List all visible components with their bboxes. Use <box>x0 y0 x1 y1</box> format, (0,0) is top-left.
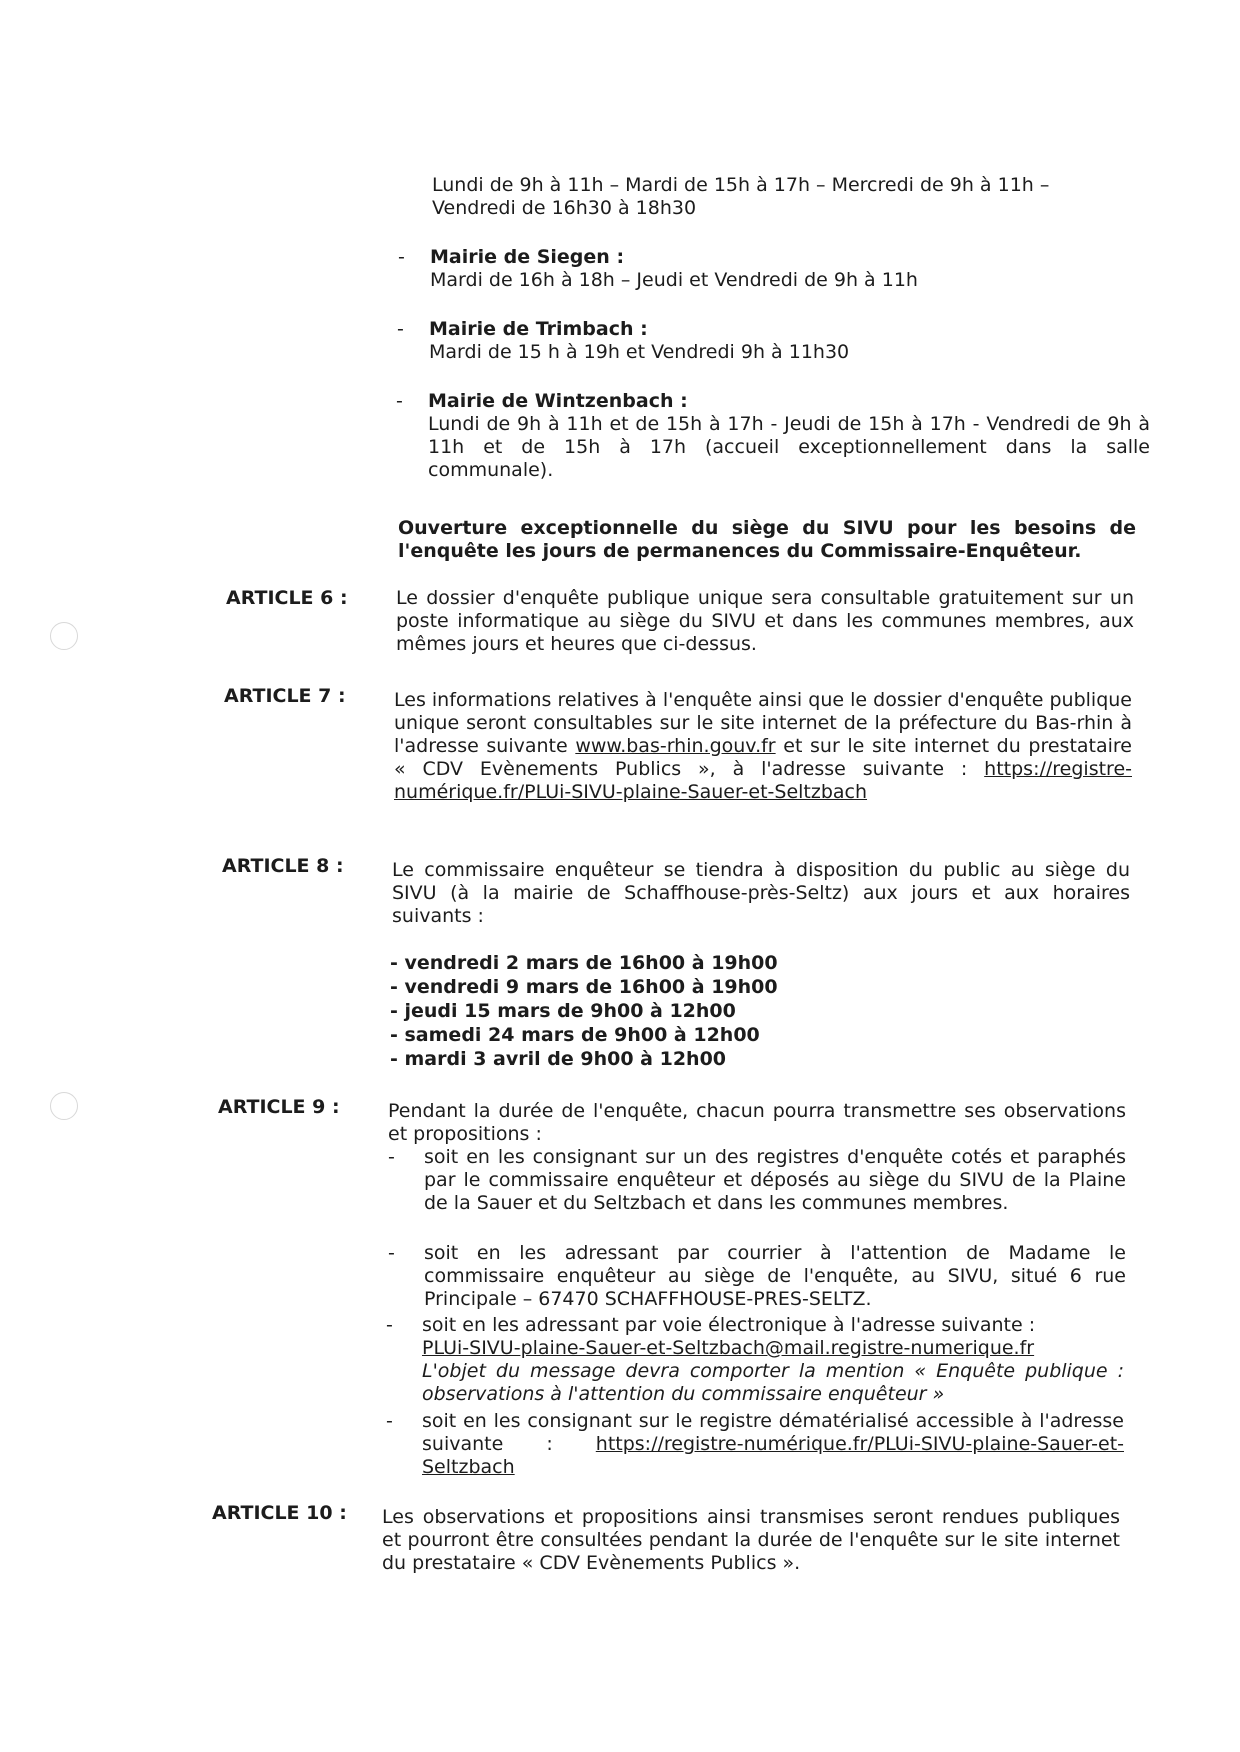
registre-link[interactable]: https://registre-numérique.fr/PLUi-SIVU-plaine-Sauer-et-Seltzbach <box>394 758 1132 803</box>
bullet-text: soit en les adressant par voie électronique à l'adresse suivante : <box>422 1314 1036 1336</box>
article-9-intro: Pendant la durée de l'enquête, chacun pourra transmettre ses observations et propositions : <box>388 1100 1126 1145</box>
article-10-text: Les observations et propositions ainsi transmises seront rendues publiques et pourront être consultées pendant la durée de l'enquête sur le site internet du prestataire « CDV Evènements Publics ». <box>382 1506 1120 1574</box>
mairie-hours: Mardi de 15 h à 19h et Vendredi 9h à 11h30 <box>429 341 850 363</box>
mairie-wintzenbach <box>396 390 1150 486</box>
bullet-dash: - <box>386 1314 393 1336</box>
article-6-text: Le dossier d'enquête publique unique sera consultable gratuitement sur un poste informatique au siège du SIVU et dans les communes membres, aux mêmes jours et heures que ci-dessus. <box>396 587 1134 655</box>
permanence-dates <box>390 951 1090 1071</box>
prefecture-link[interactable]: www.bas-rhin.gouv.fr <box>575 735 776 757</box>
hours-intro-line2: Vendredi de 16h30 à 18h30 <box>432 197 697 219</box>
exceptional-opening: Ouverture exceptionnelle du siège du SIVU pour les besoins de l'enquête les jours de permanences du Commissaire-Enquêteur. <box>398 517 1136 562</box>
article-8-text: Le commissaire enquêteur se tiendra à disposition du public au siège du SIVU (à la mairie de Schaffhouse-près-Seltz) aux jours et aux horaires suivants : <box>392 859 1130 927</box>
permanence-date: - vendredi 9 mars de 16h00 à 19h00 <box>390 976 778 998</box>
bullet-dash: - <box>398 246 405 268</box>
bullet-dash: - <box>397 318 404 340</box>
mairie-name: Mairie de Siegen : <box>430 246 625 268</box>
mairie-name: Mairie de Wintzenbach : <box>428 390 688 412</box>
scan-mark-upper <box>50 622 78 650</box>
article-10-label: ARTICLE 10 : <box>212 1502 347 1524</box>
permanence-date: - jeudi 15 mars de 9h00 à 12h00 <box>390 1000 736 1022</box>
article-9-bullet-4 <box>386 1410 1124 1480</box>
permanence-date: - vendredi 2 mars de 16h00 à 19h00 <box>390 952 778 974</box>
registre-email-link[interactable]: PLUi-SIVU-plaine-Sauer-et-Seltzbach@mail.registre-numerique.fr <box>422 1337 1035 1359</box>
mairie-siegen <box>398 246 1152 296</box>
article-7-label: ARTICLE 7 : <box>224 685 346 707</box>
permanence-date: - samedi 24 mars de 9h00 à 12h00 <box>390 1024 760 1046</box>
article-9-label: ARTICLE 9 : <box>218 1096 340 1118</box>
article-8-label: ARTICLE 8 : <box>222 855 344 877</box>
scan-mark-lower <box>50 1092 78 1120</box>
bullet-text <box>422 1410 1124 1479</box>
bullet-dash: - <box>388 1242 395 1264</box>
bullet-4-text: soit en les consignant sur le registre dématérialisé accessible à l'adresse suivante : <box>422 1410 1124 1455</box>
mairie-hours: Lundi de 9h à 11h et de 15h à 17h - Jeudi de 15h à 17h - Vendredi de 9h à 11h et de 15h à 17h (accueil exceptionnellement dans la salle communale). <box>428 413 1150 481</box>
bullet-text: soit en les adressant par courrier à l'attention de Madame le commissaire enquêteur au siège de l'enquête, au SIVU, situé 6 rue Principale – 67470 SCHAFFHOUSE-PRES-SELTZ. <box>424 1242 1126 1310</box>
hours-intro <box>432 174 1152 220</box>
article-7-text-b: et sur le site internet du prestataire « CDV Evènements Publics », à l'adresse suivante : <box>394 735 1132 780</box>
mairie-hours: Mardi de 16h à 18h – Jeudi et Vendredi de 9h à 11h <box>430 269 918 291</box>
article-9-bullet-3 <box>386 1314 1124 1408</box>
article-6-label: ARTICLE 6 : <box>226 587 348 609</box>
bullet-dash: - <box>386 1410 393 1432</box>
permanence-date: - mardi 3 avril de 9h00 à 12h00 <box>390 1048 727 1070</box>
article-7-text-a: Les informations relatives à l'enquête ainsi que le dossier d'enquête publique unique seront consultables sur le site internet de la préfecture du Bas-rhin à l'adresse suivante <box>394 689 1132 757</box>
mairie-trimbach <box>397 318 1151 368</box>
article-9-bullet-2 <box>388 1242 1126 1312</box>
bullet-text: soit en les consignant sur un des registres d'enquête cotés et paraphés par le commissaire enquêteur et déposés au siège du SIVU de la Plaine de la Sauer et du Seltzbach et dans les communes membres. <box>424 1146 1126 1214</box>
bullet-dash: - <box>396 390 403 412</box>
bullet-dash: - <box>388 1146 395 1168</box>
article-9-bullet-1 <box>388 1146 1126 1240</box>
article-7-text <box>394 689 1132 804</box>
registre-dematerialise-link[interactable]: https://registre-numérique.fr/PLUi-SIVU-plaine-Sauer-et-Seltzbach <box>422 1433 1124 1478</box>
mairie-name: Mairie de Trimbach : <box>429 318 648 340</box>
hours-intro-line1: Lundi de 9h à 11h – Mardi de 15h à 17h – Mercredi de 9h à 11h – <box>432 174 1050 196</box>
message-subject-note: L'objet du message devra comporter la mention « Enquête publique : observations à l'attention du commissaire enquêteur » <box>422 1360 1124 1405</box>
